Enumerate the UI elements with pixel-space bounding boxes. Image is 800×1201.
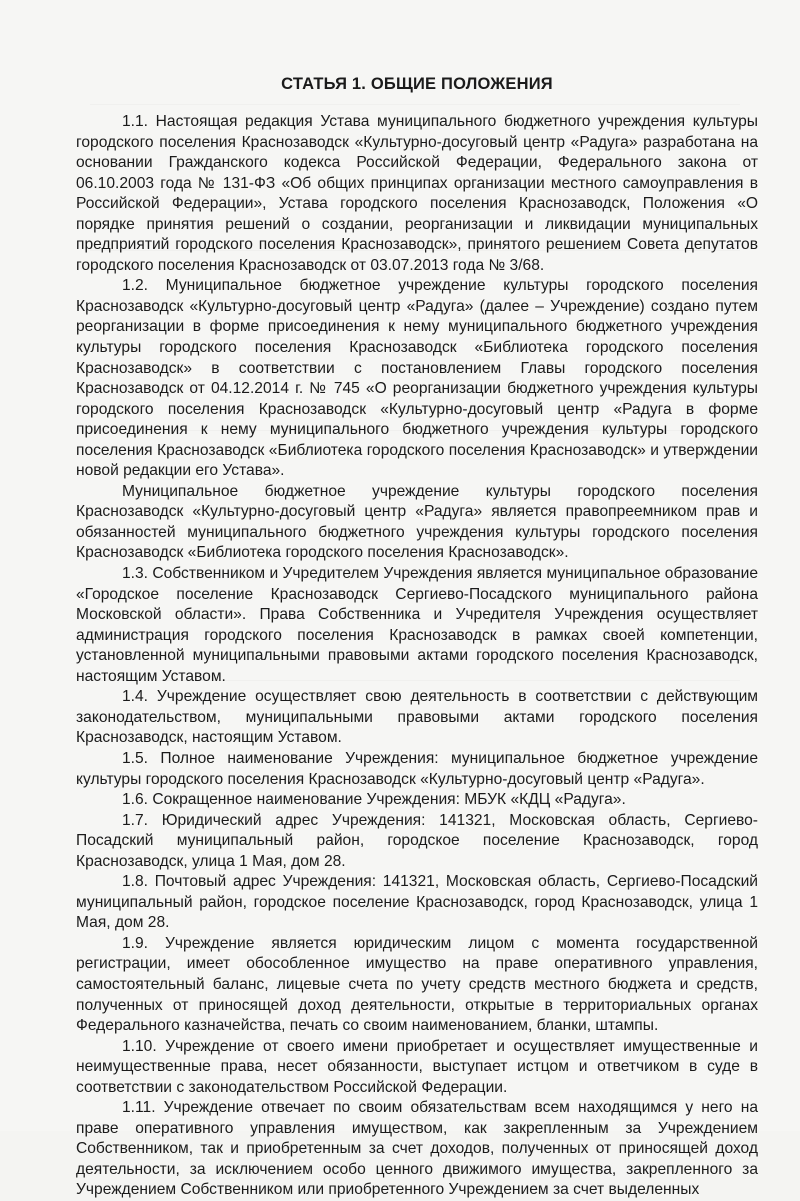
paragraph-1-2-cont: Муниципальное бюджетное учреждение культуры городского поселения Краснозаводск «Культурно-досуговый центр «Радуга» является правопреемником прав и обязанностей муниципального бюджетного учреждения культуры городского поселения Краснозаводск «Библиотека городского поселения Краснозаводск».: [76, 482, 758, 562]
paragraph-1-11: 1.11. Учреждение отвечает по своим обязательствам всем находящимся у него на праве оперативного управления имуществом, как закрепленным за Учреждением Собственником, так и приобретенным за счет доходов, полученных от приносящей доход деятельности, за исключением особо ценного движимого имущества, закрепленного за Учреждением Собственником или приобретенного Учреждением за счет выделенных: [76, 1099, 758, 1199]
paragraph-1-8: 1.8. Почтовый адрес Учреждения: 141321, Московская область, Сергиево-Посадский муниципальный район, городское поселение Краснозаводск, город Краснозаводск, улица 1 Мая, дом 28.: [76, 873, 758, 932]
paragraph-1-5: 1.5. Полное наименование Учреждения: муниципальное бюджетное учреждение культуры городского поселения Краснозаводск «Культурно-досуговый центр «Радуга».: [76, 749, 758, 788]
document-body: [76, 74, 758, 1201]
paragraph-1-9: 1.9. Учреждение является юридическим лицом с момента государственной регистрации, имеет обособленное имущество на праве оперативного управления, самостоятельный баланс, лицевые счета по учету средств местного бюджета и средств, полученных от приносящей доход деятельности, открытые в территориальных органах Федерального казначейства, печать со своим наименованием, бланки, штампы.: [76, 934, 758, 1035]
article-heading: СТАТЬЯ 1. ОБЩИЕ ПОЛОЖЕНИЯ: [281, 75, 553, 93]
paragraph-1-6: 1.6. Сокращенное наименование Учреждения: МБУК «КДЦ «Радуга».: [122, 791, 626, 809]
paragraph-1-2: 1.2. Муниципальное бюджетное учреждение культуры городского поселения Краснозаводск «Культурно-досуговый центр «Радуга» (далее – Учреждение) создано путем реорганизации в форме присоединения к нему муниципального бюджетного учреждения культуры городского поселения Краснозаводск «Библиотека городского поселения Краснозаводск» в соответствии с постановлением Главы городского поселения Краснозаводск от 04.12.2014 г. № 745 «О реорганизации бюджетного учреждения культуры городского поселения Краснозаводск «Культурно-досуговый центр «Радуга в форме присоединения к нему муниципального бюджетного учреждения культуры городского поселения Краснозаводск «Библиотека городского поселения Краснозаводск» и утверждении новой редакции его Устава».: [76, 277, 758, 480]
paragraph-1-7: 1.7. Юридический адрес Учреждения: 141321, Московская область, Сергиево-Посадский муниципальный район, городское поселение Краснозаводск, город Краснозаводск, улица 1 Мая, дом 28.: [76, 811, 758, 870]
paragraph-1-10: 1.10. Учреждение от своего имени приобретает и осуществляет имущественные и неимущественные права, несет обязанности, выступает истцом и ответчиком в суде в соответствии с законодательством Российской Федерации.: [76, 1037, 758, 1096]
paragraph-1-3: 1.3. Собственником и Учредителем Учреждения является муниципальное образование «Городское поселение Краснозаводск Сергиево-Посадского муниципального района Московской области». Права Собственника и Учредителя Учреждения осуществляет администрация городского поселения Краснозаводск в рамках своей компетенции, установленной муниципальными правовыми актами городского поселения Краснозаводск, настоящим Уставом.: [76, 565, 758, 685]
paragraph-1-1: 1.1. Настоящая редакция Устава муниципального бюджетного учреждения культуры городского поселения Краснозаводск «Культурно-досуговый центр «Радуга» разработана на основании Гражданского кодекса Российской Федерации, Федерального закона от 06.10.2003 года № 131-ФЗ «Об общих принципах организации местного самоуправления в Российской Федерации», Устава городского поселения Краснозаводск, Положения «О порядке принятия решений о создании, реорганизации и ликвидации муниципальных предприятий городского поселения Краснозаводск», принятого решением Совета депутатов городского поселения Краснозаводск от 03.07.2013 года № 3/68.: [76, 113, 758, 274]
paragraph-1-4: 1.4. Учреждение осуществляет свою деятельность в соответствии с действующим законодательством, муниципальными правовыми актами городского поселения Краснозаводск, настоящим Уставом.: [76, 688, 758, 747]
